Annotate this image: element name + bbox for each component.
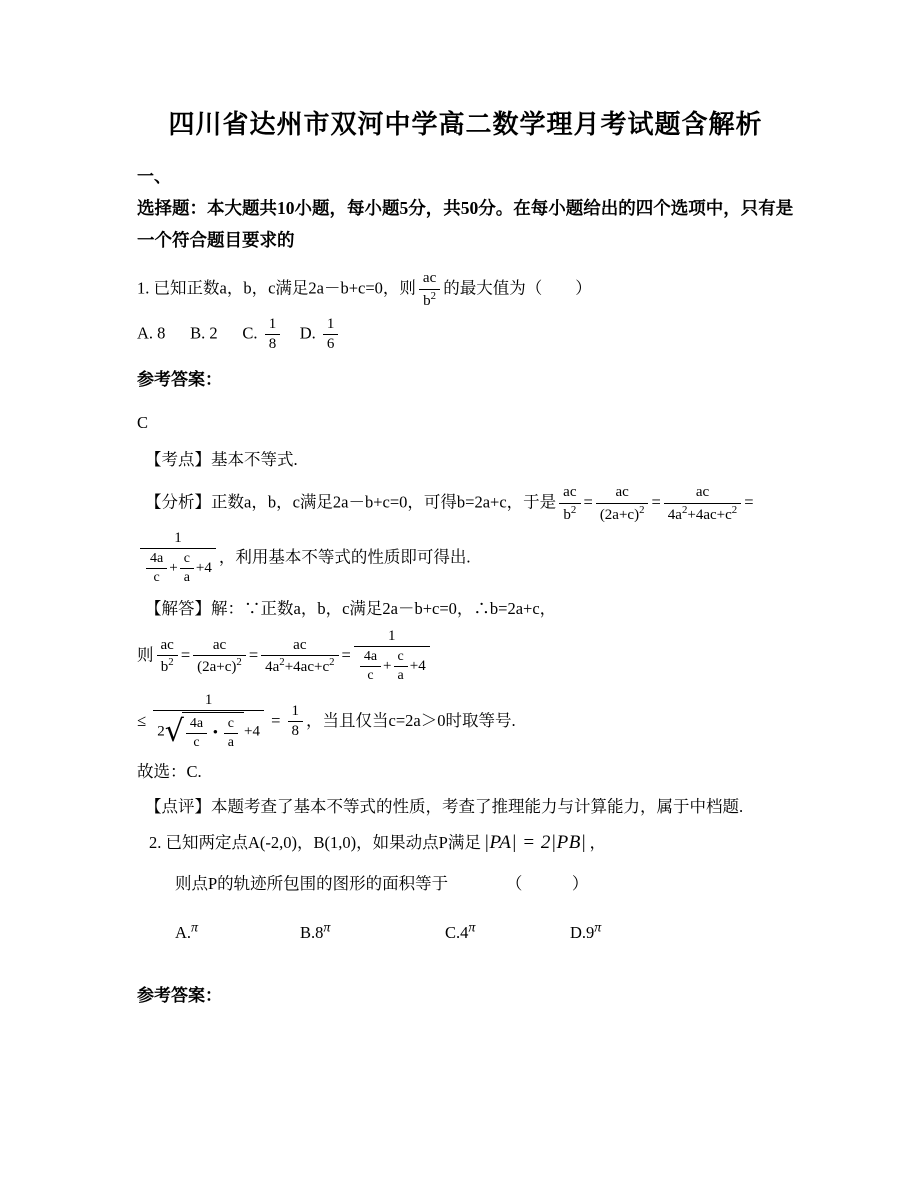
numerator: 1	[354, 628, 430, 647]
superscript: 2	[329, 656, 335, 669]
q1-solution-line2: 则 $\frac{ac}{b^2}$ = $\frac{ac}{(2a+c)^2}$ = $\frac{ac}{4a^2+4ac+c^2}$ = 1 $\frac{4a}{c}$ + $\frac{c}{a}$ +4	[137, 626, 802, 687]
pi-symbol: π	[191, 920, 199, 936]
denominator: $\frac{4a}{c}$ + $\frac{c}{a}$ +4	[140, 549, 216, 587]
denominator: a	[183, 570, 190, 586]
denominator: c	[193, 734, 200, 750]
numerator: c	[180, 551, 194, 569]
numerator: ac	[157, 637, 178, 656]
fraction	[360, 649, 381, 684]
superscript: 2	[430, 289, 437, 302]
denominator: 2√ $\frac{4a}{c}$ • $\frac{c}{a}$ +4	[153, 711, 264, 752]
q2-option-c: $C.4^\pi$	[445, 920, 476, 942]
numerator: c	[224, 716, 238, 734]
fraction	[354, 628, 430, 685]
numerator: 1	[288, 703, 304, 722]
superscript: 2	[681, 503, 688, 516]
q1-options: A. 8 B. 2 C. $\frac{1}{8}$ D. $\frac{1}{6}$	[137, 314, 802, 356]
fraction	[193, 637, 246, 677]
square-root	[165, 712, 244, 752]
numerator: 4a	[186, 716, 207, 734]
pi-symbol: π	[594, 920, 602, 936]
denominator: $b^2$	[563, 503, 577, 523]
q1-conclusion: 故选：C.	[137, 761, 202, 781]
fraction	[224, 716, 238, 751]
q1-comment: 【点评】本题考查了基本不等式的性质，考查了推理能力与计算能力，属于中档题.	[145, 796, 744, 816]
q1-answer: C	[137, 412, 149, 432]
numerator: 1	[323, 316, 339, 335]
radical-sign-icon: √	[164, 713, 184, 749]
numerator: ac	[664, 484, 741, 503]
denominator: $(2a+c)^2$	[599, 503, 645, 523]
fraction	[664, 484, 741, 524]
fraction	[394, 649, 408, 684]
denominator: $(2a+c)^2$	[197, 656, 242, 676]
q2-option-d: $D.9^\pi$	[570, 920, 602, 942]
denominator: 8	[291, 723, 300, 740]
numerator: ac	[419, 270, 440, 289]
denominator: a	[397, 668, 404, 684]
numerator: ac	[193, 637, 246, 656]
denominator: $4a^2+4ac+c^2$	[265, 656, 335, 676]
numerator: 4a	[146, 551, 167, 569]
fraction	[323, 316, 339, 354]
superscript: 2	[731, 503, 738, 516]
numerator: 1	[265, 316, 281, 335]
numerator: 1	[153, 692, 264, 711]
numerator: ac	[261, 637, 338, 656]
math-expression: |PA| = 2|PB|	[483, 832, 587, 854]
numerator: c	[394, 649, 408, 667]
superscript: 2	[570, 503, 577, 516]
q2-stem: 2. 已知两定点A(-2,0)，B(1,0)，如果动点P满足 |PA| = 2|PB| ，	[149, 832, 607, 854]
q1-knowledge-point: 【考点】基本不等式.	[145, 449, 298, 469]
radicand: $\frac{4a}{c}$ • $\frac{c}{a}$	[182, 712, 244, 752]
q1-solution-line3: ≤ 1 2√ $\frac{4a}{c}$ • $\frac{c}{a}$ +4 = $\frac{1}{8}$ ，当且仅当c=2a＞0时取等号.	[137, 690, 802, 754]
q1-analysis-line2: 1 $\frac{4a}{c}$ + $\frac{c}{a}$ +4 ，利用基本不等式的性质即可得出.	[137, 528, 802, 589]
q2-option-b: $B.8^\pi$	[300, 920, 331, 942]
superscript: 2	[168, 656, 174, 669]
superscript: 2	[639, 503, 645, 516]
fraction	[157, 637, 178, 677]
superscript: 2	[279, 656, 285, 669]
denominator: 6	[326, 336, 335, 353]
section-intro: 选择题：本大题共10小题，每小题5分，共50分。在每小题给出的四个选项中，只有是一个符合题目要求的	[137, 197, 794, 251]
document-title: 四川省达州市双河中学高二数学理月考试题含解析	[168, 110, 763, 139]
q2-stem-line2: 则点P的轨迹所包围的图形的面积等于 （ ）	[175, 873, 589, 893]
fraction	[265, 316, 281, 354]
fraction	[146, 551, 167, 586]
numerator: 4a	[360, 649, 381, 667]
numerator: ac	[559, 484, 580, 503]
q2-ref-answer-label: 参考答案：	[137, 986, 222, 1006]
fraction	[140, 530, 216, 587]
fraction	[596, 484, 649, 524]
q1-ref-answer-label: 参考答案：	[137, 370, 222, 390]
denominator: $b^2$	[160, 656, 174, 676]
denominator: $\frac{4a}{c}$ + $\frac{c}{a}$ +4	[354, 647, 430, 685]
fraction	[419, 270, 440, 310]
denominator: c	[367, 668, 374, 684]
denominator: $4a^2+4ac+c^2$	[667, 503, 738, 523]
fraction	[559, 484, 580, 524]
denominator: 8	[268, 336, 277, 353]
numerator: 1	[140, 530, 216, 549]
q1-stem: 1. 已知正数a，b，c满足2a－b+c=0，则 $\frac{ac}{b^2}$ 的最大值为（ ）	[137, 270, 592, 309]
q2-options	[137, 921, 802, 946]
numerator: ac	[596, 484, 649, 503]
q1-analysis-line1: 【分析】正数a，b，c满足2a－b+c=0，可得b=2a+c，于是 $\frac{ac}{b^2}$ = $\frac{ac}{(2a+c)^2}$ = $\frac{ac}{4a^2+4ac+c^2}$ =	[145, 484, 754, 523]
fraction	[261, 637, 338, 677]
fraction	[186, 716, 207, 751]
fraction	[153, 692, 264, 752]
q1-solution-intro: 【解答】解：∵正数a，b，c满足2a－b+c=0，∴b=2a+c，	[145, 599, 557, 619]
section-number: 一、	[137, 167, 171, 186]
denominator: c	[153, 570, 160, 586]
pi-symbol: π	[323, 920, 331, 936]
fraction	[288, 703, 304, 741]
denominator: $b^2$	[423, 289, 437, 309]
superscript: 2	[236, 656, 242, 669]
q2-option-a: A.$^\pi$	[175, 920, 199, 942]
denominator: a	[227, 734, 235, 750]
fraction	[180, 551, 194, 586]
pi-symbol: π	[468, 920, 476, 936]
